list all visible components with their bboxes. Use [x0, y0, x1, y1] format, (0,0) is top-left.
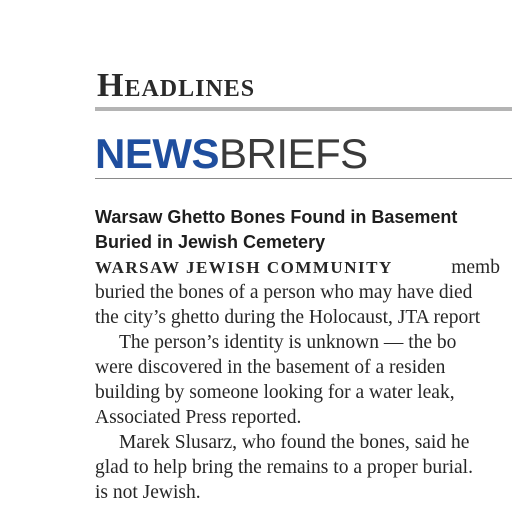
- article: [95, 205, 512, 505]
- section-title-news: NEWS: [95, 130, 219, 177]
- article-headline-line: Buried in Jewish Cemetery: [95, 232, 326, 252]
- article-body-line: the city’s ghetto during the Holocaust, JTA report: [95, 307, 481, 328]
- article-body-line: Marek Slusarz, who found the bones, said he: [119, 432, 470, 453]
- article-body-text: memb: [451, 257, 500, 278]
- section-title-briefs: BRIEFS: [219, 130, 368, 177]
- article-body-line: were discovered in the basement of a residen: [95, 357, 446, 378]
- article-dateline: WARSAW JEWISH COMMUNITY: [95, 258, 393, 277]
- article-body-line: glad to help bring the remains to a proper burial.: [95, 457, 473, 478]
- section-divider-thin: [95, 178, 512, 179]
- article-headline-line: Warsaw Ghetto Bones Found in Basement: [95, 207, 458, 227]
- article-body-line: is not Jewish.: [95, 482, 201, 503]
- article-body-line: The person’s identity is unknown — the bo: [119, 332, 457, 353]
- section-divider-thick: [95, 107, 512, 111]
- article-body-line: building by someone looking for a water leak,: [95, 382, 455, 403]
- section-title: [95, 131, 368, 177]
- article-body-line: buried the bones of a person who may have died: [95, 282, 473, 303]
- article-first-line: [95, 255, 512, 280]
- article-body-line: Associated Press reported.: [95, 407, 302, 428]
- section-label: Headlines: [97, 67, 256, 104]
